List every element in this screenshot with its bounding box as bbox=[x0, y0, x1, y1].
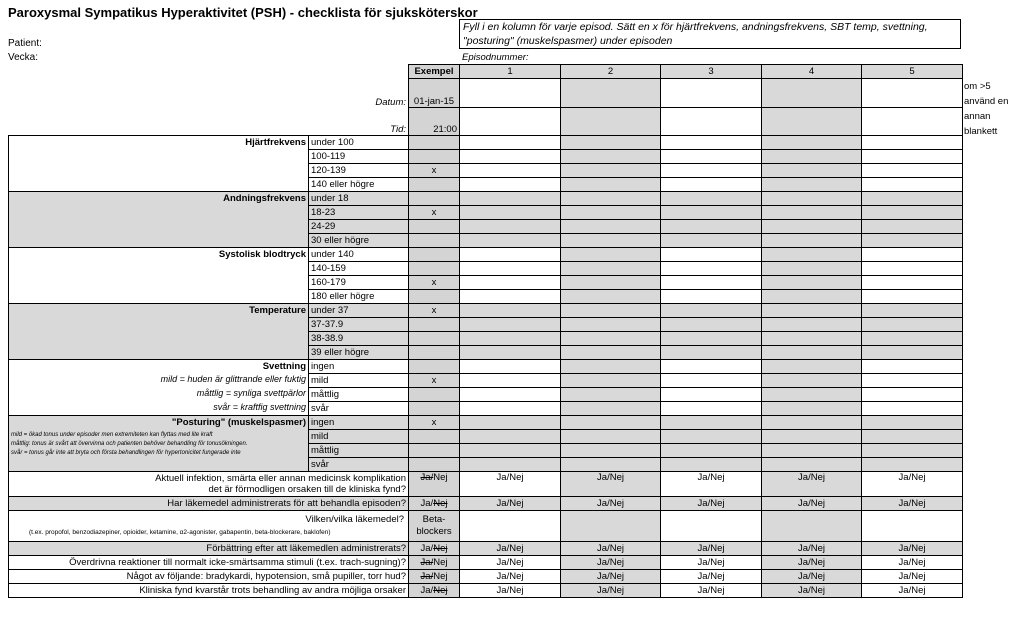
group-label-blod bbox=[9, 248, 309, 304]
option-hjart-1: 100-119 bbox=[309, 150, 409, 164]
example-answer-sep: / bbox=[430, 472, 434, 483]
cell-post-0-episode-3[interactable] bbox=[661, 416, 762, 430]
answer-q7-episode-5[interactable]: Ja/Nej bbox=[862, 584, 963, 598]
cell-temp-1-episode-5[interactable] bbox=[862, 318, 963, 332]
option-hjart-2: 120-139 bbox=[309, 164, 409, 178]
cell-hjart-0-episode-5[interactable] bbox=[862, 136, 963, 150]
answer-q7-episode-3[interactable]: Ja/Nej bbox=[661, 584, 762, 598]
cell-andning-1-episode-2[interactable] bbox=[561, 206, 661, 220]
cell-hjart-3-episode-4[interactable] bbox=[762, 178, 862, 192]
row-andning-0 bbox=[9, 192, 963, 206]
cell-andning-3-episode-2[interactable] bbox=[561, 234, 661, 248]
exempel-header: Exempel bbox=[409, 65, 460, 79]
episode-header-2: 2 bbox=[561, 65, 661, 79]
cell-blod-3-episode-5[interactable] bbox=[862, 290, 963, 304]
cell-temp-0-episode-5[interactable] bbox=[862, 304, 963, 318]
episode-header-5: 5 bbox=[862, 65, 963, 79]
cell-blod-1-episode-5[interactable] bbox=[862, 262, 963, 276]
cell-andning-2-episode-2[interactable] bbox=[561, 220, 661, 234]
example-mark-post-2 bbox=[409, 444, 460, 458]
cell-post-2-episode-2[interactable] bbox=[561, 444, 661, 458]
answer-q4-episode-1[interactable]: Ja/Nej bbox=[460, 542, 561, 556]
example-mark-blod-1 bbox=[409, 262, 460, 276]
question-row-q1 bbox=[9, 472, 963, 497]
cell-andning-0-episode-5[interactable] bbox=[862, 192, 963, 206]
option-hjart-0: under 100 bbox=[309, 136, 409, 150]
cell-blod-1-episode-4[interactable] bbox=[762, 262, 862, 276]
cell-post-3-episode-3[interactable] bbox=[661, 458, 762, 472]
group-desc-post-2: svår = tonus går inte att bryta och första behandlingen för hypertonicitet fungerade inte bbox=[11, 450, 241, 456]
cell-svett-0-episode-1[interactable] bbox=[460, 360, 561, 374]
cell-hjart-2-episode-5[interactable] bbox=[862, 164, 963, 178]
cell-blod-2-episode-5[interactable] bbox=[862, 276, 963, 290]
example-answer-a: Ja bbox=[420, 571, 431, 582]
episode-label: Episodnummer: bbox=[462, 52, 529, 63]
datum-label: Datum: bbox=[375, 96, 406, 108]
cell-temp-1-episode-3[interactable] bbox=[661, 318, 762, 332]
cell-hjart-3-episode-1[interactable] bbox=[460, 178, 561, 192]
cell-post-3-episode-5[interactable] bbox=[862, 458, 963, 472]
cell-andning-1-episode-5[interactable] bbox=[862, 206, 963, 220]
answer-q1-episode-1[interactable]: Ja/Nej bbox=[460, 472, 561, 497]
group-title-blod: Systolisk blodtryck bbox=[218, 249, 306, 260]
cell-post-3-episode-2[interactable] bbox=[561, 458, 661, 472]
cell-post-3-episode-1[interactable] bbox=[460, 458, 561, 472]
side-note: om >5 använd en annan blankett bbox=[964, 81, 1009, 137]
cell-andning-0-episode-1[interactable] bbox=[460, 192, 561, 206]
group-label-temp bbox=[9, 304, 309, 360]
cell-blod-2-episode-3[interactable] bbox=[661, 276, 762, 290]
tid-label: Tid: bbox=[390, 124, 406, 135]
question-row-q7 bbox=[9, 584, 963, 598]
option-andning-3: 30 eller högre bbox=[309, 234, 409, 248]
patient-label: Patient: bbox=[8, 38, 42, 49]
question-q5: Överdrivna reaktioner till normalt icke-smärtsamma stimuli (t.ex. trach-sugning)? bbox=[9, 556, 409, 570]
option-temp-2: 38-38.9 bbox=[309, 332, 409, 346]
cell-andning-3-episode-4[interactable] bbox=[762, 234, 862, 248]
example-mark-andning-0 bbox=[409, 192, 460, 206]
cell-post-1-episode-1[interactable] bbox=[460, 430, 561, 444]
row-temp-0 bbox=[9, 304, 963, 318]
cell-temp-3-episode-5[interactable] bbox=[862, 346, 963, 360]
example-mark-temp-3 bbox=[409, 346, 460, 360]
question-q7: Kliniska fynd kvarstår trots behandling av andra möjliga orsaker bbox=[9, 584, 409, 598]
episode-header-3: 3 bbox=[661, 65, 762, 79]
cell-post-2-episode-1[interactable] bbox=[460, 444, 561, 458]
option-svett-2: måttlig bbox=[309, 388, 409, 402]
answer-q3-episode-1[interactable] bbox=[460, 511, 561, 542]
cell-hjart-2-episode-2[interactable] bbox=[561, 164, 661, 178]
cell-hjart-0-episode-1[interactable] bbox=[460, 136, 561, 150]
cell-svett-0-episode-5[interactable] bbox=[862, 360, 963, 374]
example-mark-svett-3 bbox=[409, 402, 460, 416]
question-row-q2 bbox=[9, 497, 963, 511]
cell-andning-1-episode-4[interactable] bbox=[762, 206, 862, 220]
cell-andning-1-episode-1[interactable] bbox=[460, 206, 561, 220]
cell-blod-2-episode-1[interactable] bbox=[460, 276, 561, 290]
cell-temp-2-episode-4[interactable] bbox=[762, 332, 862, 346]
cell-svett-2-episode-4[interactable] bbox=[762, 388, 862, 402]
cell-hjart-3-episode-5[interactable] bbox=[862, 178, 963, 192]
datum-cell-4[interactable] bbox=[762, 79, 862, 108]
cell-temp-1-episode-2[interactable] bbox=[561, 318, 661, 332]
cell-blod-3-episode-1[interactable] bbox=[460, 290, 561, 304]
cell-andning-3-episode-5[interactable] bbox=[862, 234, 963, 248]
question-row-q6 bbox=[9, 570, 963, 584]
question-row-q3 bbox=[9, 511, 963, 542]
datum-example: 01-jan-15 bbox=[409, 79, 460, 108]
cell-svett-1-episode-4[interactable] bbox=[762, 374, 862, 388]
cell-andning-1-episode-3[interactable] bbox=[661, 206, 762, 220]
cell-hjart-2-episode-4[interactable] bbox=[762, 164, 862, 178]
example-answer-b: Nej bbox=[433, 557, 448, 568]
cell-svett-3-episode-2[interactable] bbox=[561, 402, 661, 416]
cell-andning-2-episode-4[interactable] bbox=[762, 220, 862, 234]
group-label-andning bbox=[9, 192, 309, 248]
answer-q6-episode-1[interactable]: Ja/Nej bbox=[460, 570, 561, 584]
cell-blod-1-episode-3[interactable] bbox=[661, 262, 762, 276]
example-answer-b: Nej bbox=[433, 585, 448, 596]
cell-temp-0-episode-2[interactable] bbox=[561, 304, 661, 318]
cell-svett-2-episode-5[interactable] bbox=[862, 388, 963, 402]
row-svett-0 bbox=[9, 360, 963, 374]
cell-hjart-2-episode-3[interactable] bbox=[661, 164, 762, 178]
answer-q1-episode-2[interactable]: Ja/Nej bbox=[561, 472, 661, 497]
answer-q2-episode-5[interactable]: Ja/Nej bbox=[862, 497, 963, 511]
option-svett-0: ingen bbox=[309, 360, 409, 374]
answer-q5-episode-1[interactable]: Ja/Nej bbox=[460, 556, 561, 570]
answer-q7-episode-4[interactable]: Ja/Nej bbox=[762, 584, 862, 598]
cell-andning-2-episode-5[interactable] bbox=[862, 220, 963, 234]
cell-temp-2-episode-5[interactable] bbox=[862, 332, 963, 346]
answer-q6-episode-3[interactable]: Ja/Nej bbox=[661, 570, 762, 584]
option-svett-1: mild bbox=[309, 374, 409, 388]
question-row-q4 bbox=[9, 542, 963, 556]
datum-cell-3[interactable] bbox=[661, 79, 762, 108]
question-example-q7 bbox=[409, 584, 460, 598]
cell-svett-1-episode-3[interactable] bbox=[661, 374, 762, 388]
example-answer-sep: / bbox=[430, 571, 434, 582]
group-title-temp: Temperature bbox=[249, 305, 306, 316]
row-blod-0 bbox=[9, 248, 963, 262]
group-label-svett bbox=[9, 360, 309, 416]
cell-blod-1-episode-1[interactable] bbox=[460, 262, 561, 276]
cell-svett-1-episode-5[interactable] bbox=[862, 374, 963, 388]
option-post-0: ingen bbox=[309, 416, 409, 430]
cell-post-0-episode-5[interactable] bbox=[862, 416, 963, 430]
answer-q5-episode-5[interactable]: Ja/Nej bbox=[862, 556, 963, 570]
cell-andning-0-episode-3[interactable] bbox=[661, 192, 762, 206]
tid-example: 21:00 bbox=[409, 108, 460, 136]
option-post-3: svår bbox=[309, 458, 409, 472]
answer-q3-episode-3[interactable] bbox=[661, 511, 762, 542]
cell-hjart-1-episode-4[interactable] bbox=[762, 150, 862, 164]
cell-blod-2-episode-4[interactable] bbox=[762, 276, 862, 290]
answer-q5-episode-3[interactable]: Ja/Nej bbox=[661, 556, 762, 570]
question-q3-line2: (t.ex. propofol, benzodiazepiner, opioider, ketamine, α2-agonister, gabapentin, beta-blockerare, baklofen) bbox=[29, 529, 331, 536]
example-mark-blod-3 bbox=[409, 290, 460, 304]
option-temp-3: 39 eller högre bbox=[309, 346, 409, 360]
datum-cell-5[interactable] bbox=[862, 79, 963, 108]
cell-svett-1-episode-2[interactable] bbox=[561, 374, 661, 388]
cell-andning-3-episode-3[interactable] bbox=[661, 234, 762, 248]
cell-andning-3-episode-1[interactable] bbox=[460, 234, 561, 248]
episode-header-4: 4 bbox=[762, 65, 862, 79]
group-desc-svett-1: måttlig = synliga svettpärlor bbox=[196, 388, 306, 398]
cell-temp-2-episode-2[interactable] bbox=[561, 332, 661, 346]
example-answer-a: Ja bbox=[420, 557, 431, 568]
option-svett-3: svår bbox=[309, 402, 409, 416]
group-desc-post-0: mild = ökad tonus under episoder men extremiteten kan flyttas med lite kraft bbox=[11, 432, 213, 438]
example-mark-temp-2 bbox=[409, 332, 460, 346]
cell-hjart-0-episode-3[interactable] bbox=[661, 136, 762, 150]
cell-hjart-1-episode-3[interactable] bbox=[661, 150, 762, 164]
question-example-q5 bbox=[409, 556, 460, 570]
cell-andning-2-episode-3[interactable] bbox=[661, 220, 762, 234]
question-q1-line1: Aktuell infektion, smärta eller annan medicinsk komplikation bbox=[155, 473, 406, 484]
answer-q4-episode-5[interactable]: Ja/Nej bbox=[862, 542, 963, 556]
cell-hjart-1-episode-2[interactable] bbox=[561, 150, 661, 164]
checklist-table bbox=[8, 64, 963, 598]
cell-hjart-0-episode-4[interactable] bbox=[762, 136, 862, 150]
episode-header-1: 1 bbox=[460, 65, 561, 79]
cell-blod-0-episode-4[interactable] bbox=[762, 248, 862, 262]
group-title-andning: Andningsfrekvens bbox=[223, 193, 306, 204]
cell-temp-2-episode-1[interactable] bbox=[460, 332, 561, 346]
question-q6: Något av följande: bradykardi, hypotension, små pupiller, torr hud? bbox=[9, 570, 409, 584]
question-q3-line1: Vilken/vilka läkemedel? bbox=[305, 514, 404, 525]
example-mark-andning-2 bbox=[409, 220, 460, 234]
cell-temp-0-episode-1[interactable] bbox=[460, 304, 561, 318]
example-mark-hjart-3 bbox=[409, 178, 460, 192]
cell-blod-3-episode-3[interactable] bbox=[661, 290, 762, 304]
option-andning-1: 18-23 bbox=[309, 206, 409, 220]
answer-q3-episode-4[interactable] bbox=[762, 511, 862, 542]
group-desc-post-1: måttlig: tonus är svårt att övervinna och patienten behöver behandling för tonusökningen. bbox=[11, 441, 248, 447]
question-q2: Har läkemedel administrerats för att behandla episoden? bbox=[9, 497, 409, 511]
example-mark-post-0: x bbox=[409, 416, 460, 430]
question-example-q4 bbox=[409, 542, 460, 556]
group-title-post: "Posturing" (muskelspasmer) bbox=[171, 417, 306, 428]
answer-q5-episode-2[interactable]: Ja/Nej bbox=[561, 556, 661, 570]
question-row-q5 bbox=[9, 556, 963, 570]
answer-q4-episode-4[interactable]: Ja/Nej bbox=[762, 542, 862, 556]
answer-q5-episode-4[interactable]: Ja/Nej bbox=[762, 556, 862, 570]
cell-andning-0-episode-4[interactable] bbox=[762, 192, 862, 206]
answer-q4-episode-2[interactable]: Ja/Nej bbox=[561, 542, 661, 556]
cell-blod-2-episode-2[interactable] bbox=[561, 276, 661, 290]
cell-post-0-episode-2[interactable] bbox=[561, 416, 661, 430]
datum-cell-1[interactable] bbox=[460, 79, 561, 108]
example-mark-andning-1: x bbox=[409, 206, 460, 220]
answer-q2-episode-1[interactable]: Ja/Nej bbox=[460, 497, 561, 511]
cell-svett-2-episode-3[interactable] bbox=[661, 388, 762, 402]
example-mark-post-1 bbox=[409, 430, 460, 444]
cell-post-2-episode-5[interactable] bbox=[862, 444, 963, 458]
question-example-q3: Beta-blockers bbox=[409, 511, 460, 542]
cell-andning-2-episode-1[interactable] bbox=[460, 220, 561, 234]
answer-q2-episode-3[interactable]: Ja/Nej bbox=[661, 497, 762, 511]
answer-q2-episode-2[interactable]: Ja/Nej bbox=[561, 497, 661, 511]
cell-post-1-episode-4[interactable] bbox=[762, 430, 862, 444]
cell-post-0-episode-1[interactable] bbox=[460, 416, 561, 430]
answer-q1-episode-5[interactable]: Ja/Nej bbox=[862, 472, 963, 497]
tid-cell-1[interactable] bbox=[460, 108, 561, 136]
cell-temp-3-episode-2[interactable] bbox=[561, 346, 661, 360]
question-example-q2 bbox=[409, 497, 460, 511]
option-andning-0: under 18 bbox=[309, 192, 409, 206]
datum-cell-2[interactable] bbox=[561, 79, 661, 108]
example-answer-b: Nej bbox=[433, 543, 448, 554]
question-q4: Förbättring efter att läkemedlen administrerats? bbox=[9, 542, 409, 556]
page-title: Paroxysmal Sympatikus Hyperaktivitet (PSH) - checklista för sjuksköterskor bbox=[8, 5, 478, 20]
example-mark-temp-0: x bbox=[409, 304, 460, 318]
question-q3 bbox=[9, 511, 409, 542]
cell-blod-3-episode-2[interactable] bbox=[561, 290, 661, 304]
option-blod-3: 180 eller högre bbox=[309, 290, 409, 304]
cell-hjart-3-episode-2[interactable] bbox=[561, 178, 661, 192]
example-mark-hjart-1 bbox=[409, 150, 460, 164]
row-hjart-0 bbox=[9, 136, 963, 150]
cell-temp-3-episode-4[interactable] bbox=[762, 346, 862, 360]
cell-blod-1-episode-2[interactable] bbox=[561, 262, 661, 276]
question-example-q6 bbox=[409, 570, 460, 584]
tid-cell-5[interactable] bbox=[862, 108, 963, 136]
example-answer-a: Ja/ bbox=[420, 498, 434, 509]
answer-q1-episode-4[interactable]: Ja/Nej bbox=[762, 472, 862, 497]
question-q1 bbox=[9, 472, 409, 497]
tid-cell-3[interactable] bbox=[661, 108, 762, 136]
example-mark-temp-1 bbox=[409, 318, 460, 332]
example-mark-andning-3 bbox=[409, 234, 460, 248]
answer-q6-episode-2[interactable]: Ja/Nej bbox=[561, 570, 661, 584]
option-blod-0: under 140 bbox=[309, 248, 409, 262]
cell-hjart-2-episode-1[interactable] bbox=[460, 164, 561, 178]
cell-hjart-1-episode-1[interactable] bbox=[460, 150, 561, 164]
answer-q3-episode-2[interactable] bbox=[561, 511, 661, 542]
example-mark-blod-0 bbox=[409, 248, 460, 262]
group-title-hjart: Hjärtfrekvens bbox=[245, 137, 306, 148]
group-desc-svett-0: mild = huden är glittrande eller fuktig bbox=[160, 374, 306, 384]
vecka-label: Vecka: bbox=[8, 52, 39, 63]
option-post-2: måttlig bbox=[309, 444, 409, 458]
example-answer-b: Nej bbox=[433, 498, 448, 509]
answer-q3-episode-5[interactable] bbox=[862, 511, 963, 542]
cell-svett-3-episode-4[interactable] bbox=[762, 402, 862, 416]
cell-temp-0-episode-3[interactable] bbox=[661, 304, 762, 318]
cell-svett-0-episode-2[interactable] bbox=[561, 360, 661, 374]
cell-hjart-0-episode-2[interactable] bbox=[561, 136, 661, 150]
example-answer-sep: / bbox=[430, 557, 434, 568]
group-desc-svett-2: svår = kraftfig svettning bbox=[213, 402, 306, 412]
cell-temp-3-episode-1[interactable] bbox=[460, 346, 561, 360]
cell-hjart-3-episode-3[interactable] bbox=[661, 178, 762, 192]
row-post-0 bbox=[9, 416, 963, 430]
example-mark-svett-2 bbox=[409, 388, 460, 402]
cell-svett-1-episode-1[interactable] bbox=[460, 374, 561, 388]
cell-post-1-episode-2[interactable] bbox=[561, 430, 661, 444]
cell-temp-2-episode-3[interactable] bbox=[661, 332, 762, 346]
cell-svett-3-episode-5[interactable] bbox=[862, 402, 963, 416]
cell-post-1-episode-5[interactable] bbox=[862, 430, 963, 444]
answer-q7-episode-1[interactable]: Ja/Nej bbox=[460, 584, 561, 598]
example-answer-a: Ja/ bbox=[420, 543, 434, 554]
cell-temp-3-episode-3[interactable] bbox=[661, 346, 762, 360]
option-post-1: mild bbox=[309, 430, 409, 444]
group-label-post bbox=[9, 416, 309, 472]
cell-andning-0-episode-2[interactable] bbox=[561, 192, 661, 206]
cell-blod-0-episode-3[interactable] bbox=[661, 248, 762, 262]
cell-blod-0-episode-1[interactable] bbox=[460, 248, 561, 262]
example-mark-post-3 bbox=[409, 458, 460, 472]
example-mark-blod-2: x bbox=[409, 276, 460, 290]
cell-svett-3-episode-3[interactable] bbox=[661, 402, 762, 416]
cell-blod-0-episode-2[interactable] bbox=[561, 248, 661, 262]
group-title-svett: Svettning bbox=[262, 361, 306, 372]
cell-post-3-episode-4[interactable] bbox=[762, 458, 862, 472]
cell-svett-0-episode-3[interactable] bbox=[661, 360, 762, 374]
answer-q7-episode-2[interactable]: Ja/Nej bbox=[561, 584, 661, 598]
tid-cell-4[interactable] bbox=[762, 108, 862, 136]
cell-blod-0-episode-5[interactable] bbox=[862, 248, 963, 262]
cell-svett-0-episode-4[interactable] bbox=[762, 360, 862, 374]
group-label-hjart bbox=[9, 136, 309, 192]
example-answer-b: Nej bbox=[433, 571, 448, 582]
cell-post-0-episode-4[interactable] bbox=[762, 416, 862, 430]
example-mark-hjart-2: x bbox=[409, 164, 460, 178]
cell-temp-0-episode-4[interactable] bbox=[762, 304, 862, 318]
cell-svett-2-episode-2[interactable] bbox=[561, 388, 661, 402]
instructions-box: Fyll i en kolumn för varje episod. Sätt en x för hjärtfrekvens, andningsfrekvens, SBT temp, svettning, "posturing" (muskelspasmer) under episoden bbox=[459, 19, 961, 49]
example-mark-svett-1: x bbox=[409, 374, 460, 388]
answer-q4-episode-3[interactable]: Ja/Nej bbox=[661, 542, 762, 556]
tid-cell-2[interactable] bbox=[561, 108, 661, 136]
example-answer-a: Ja/ bbox=[420, 585, 434, 596]
cell-svett-3-episode-1[interactable] bbox=[460, 402, 561, 416]
option-andning-2: 24-29 bbox=[309, 220, 409, 234]
option-hjart-3: 140 eller högre bbox=[309, 178, 409, 192]
option-blod-1: 140-159 bbox=[309, 262, 409, 276]
cell-svett-2-episode-1[interactable] bbox=[460, 388, 561, 402]
cell-temp-1-episode-4[interactable] bbox=[762, 318, 862, 332]
cell-post-2-episode-4[interactable] bbox=[762, 444, 862, 458]
question-example-q1 bbox=[409, 472, 460, 497]
example-answer-b: Nej bbox=[433, 472, 448, 483]
answer-q2-episode-4[interactable]: Ja/Nej bbox=[762, 497, 862, 511]
example-mark-hjart-0 bbox=[409, 136, 460, 150]
option-temp-0: under 37 bbox=[309, 304, 409, 318]
option-blod-2: 160-179 bbox=[309, 276, 409, 290]
answer-q6-episode-4[interactable]: Ja/Nej bbox=[762, 570, 862, 584]
question-q1-line2: det är förmodligen orsaken till de kliniska fynd? bbox=[208, 484, 406, 495]
example-answer-a: Ja bbox=[420, 472, 431, 483]
cell-post-1-episode-3[interactable] bbox=[661, 430, 762, 444]
example-mark-svett-0 bbox=[409, 360, 460, 374]
cell-blod-3-episode-4[interactable] bbox=[762, 290, 862, 304]
cell-temp-1-episode-1[interactable] bbox=[460, 318, 561, 332]
answer-q1-episode-3[interactable]: Ja/Nej bbox=[661, 472, 762, 497]
cell-hjart-1-episode-5[interactable] bbox=[862, 150, 963, 164]
answer-q6-episode-5[interactable]: Ja/Nej bbox=[862, 570, 963, 584]
cell-post-2-episode-3[interactable] bbox=[661, 444, 762, 458]
option-temp-1: 37-37.9 bbox=[309, 318, 409, 332]
